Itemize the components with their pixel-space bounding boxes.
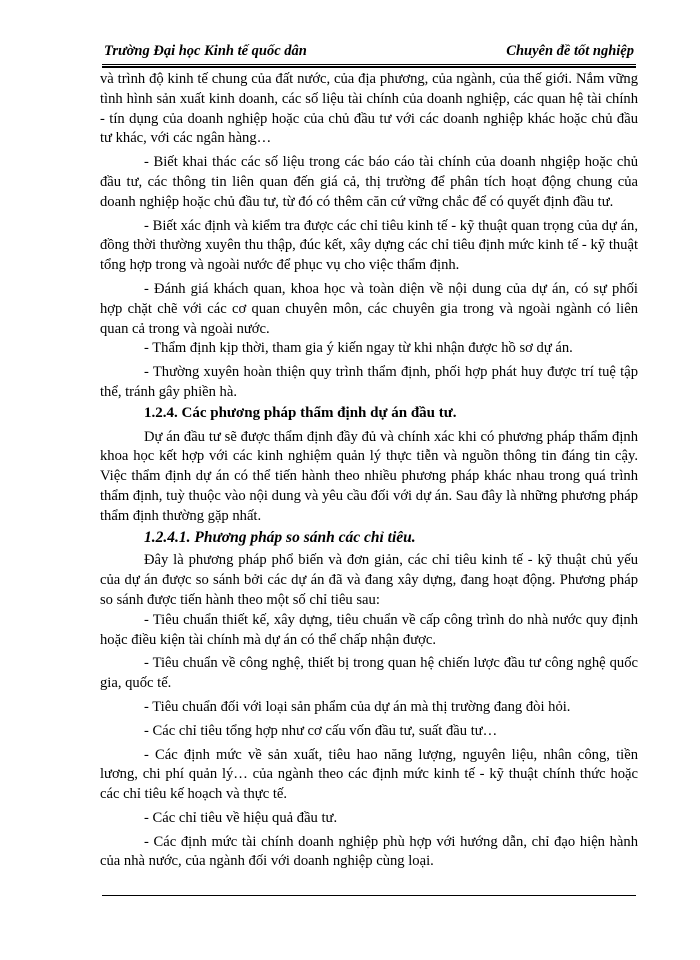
- list-item: - Tiêu chuẩn về công nghệ, thiết bị trong quan hệ chiến lược đầu tư công nghệ quốc gia, quốc tế.: [100, 655, 638, 692]
- paragraph: Đây là phương pháp phổ biến và đơn giản, các chỉ tiêu kinh tế - kỹ thuật chủ yếu của dự án được so sánh bởi các dự án đã và đang xây dựng, đang hoạt động. Phương pháp so sánh được tiến hành theo một số chỉ tiêu sau:: [100, 552, 638, 608]
- list-item: - Thẩm định kịp thời, tham gia ý kiến ngay từ khi nhận được hồ sơ dự án.: [144, 340, 573, 357]
- page-header: [102, 40, 636, 65]
- list-item: - Biết khai thác các số liệu trong các báo cáo tài chính của doanh nhgiệp hoặc chủ đầu tư, các thông tin liên quan đến giá cả, thị trường để phân tích hoạt động chung của doanh nghiệp hoặc chủ đầu tư, từ đó có thêm căn cứ vững chắc để có quyết định đầu tư.: [100, 154, 638, 210]
- list-item: - Tiêu chuẩn thiết kế, xây dựng, tiêu chuẩn về cấp công trình do nhà nước quy định hoặc điều kiện tài chính mà dự án có thể chấp nhận được.: [100, 611, 638, 648]
- list-item: - Các định mức tài chính doanh nghiệp phù hợp với hướng dẫn, chỉ đạo hiện hành của nhà nước, của ngành đối với doanh nghiệp cùng loại.: [100, 833, 638, 870]
- list-item: - Thường xuyên hoàn thiện quy trình thẩm định, phối hợp phát huy được trí tuệ tập thể, tránh gây phiền hà.: [100, 364, 638, 400]
- document-body: [100, 70, 638, 872]
- list-item: - Các định mức về sản xuất, tiêu hao năng lượng, nguyên liệu, nhân công, tiền lương, chi phí quản lý… của ngành theo các định mức kinh tế - kỹ thuật chính thức hoặc các chỉ tiêu kế hoạch và thực tế.: [100, 746, 638, 803]
- list-item: - Đánh giá khách quan, khoa học và toàn diện về nội dung của dự án, có sự phối hợp chặt chẽ với các cơ quan chuyên môn, các chuyên gia trong và ngoài ngành có liên quan cả trong và ngoài nước.: [100, 280, 638, 337]
- list-item: - Biết xác định và kiểm tra được các chỉ tiêu kinh tế - kỹ thuật quan trọng của dự án, đồng thời thường xuyên thu thập, đúc kết, xây dựng các chỉ tiêu định mức kinh tế - kỹ thuật tổng hợp trong và ngoài nước để phục vụ cho việc thẩm định.: [100, 217, 638, 274]
- subsection-heading: 1.2.4.1. Phương pháp so sánh các chỉ tiêu.: [144, 528, 416, 546]
- header-school-name: Trường Đại học Kinh tế quốc dân: [104, 43, 307, 59]
- list-item: - Tiêu chuẩn đối với loại sản phẩm của dự án mà thị trường đang đòi hỏi.: [144, 698, 571, 715]
- footer-divider: [102, 895, 636, 896]
- list-item: - Các chỉ tiêu tổng hợp như cơ cấu vốn đầu tư, suất đầu tư…: [144, 722, 498, 739]
- paragraph: và trình độ kinh tế chung của đất nước, của địa phương, của ngành, của thế giới. Nắm vững tình hình sản xuất kinh doanh, các số liệu tài chính của doanh nghiệp, các quan hệ tài chính - tín dụng của doanh nghiệp hoặc của chủ đầu tư với các doanh nghiệp khác hoặc chủ đầu tư khác, với các ngân hàng…: [100, 71, 638, 147]
- list-item: - Các chỉ tiêu về hiệu quả đầu tư.: [144, 809, 338, 826]
- section-heading: 1.2.4. Các phương pháp thẩm định dự án đầu tư.: [144, 404, 457, 421]
- header-document-type: Chuyên đề tốt nghiệp: [506, 43, 634, 59]
- paragraph: Dự án đầu tư sẽ được thẩm định đầy đủ và chính xác khi có phương pháp thẩm định khoa học kết hợp với các kinh nghiệm quản lý thực tiễn và nguồn thông tin đáng tin cậy. Việc thẩm định dự án có thể tiến hành theo nhiều phương pháp khác nhau trong quá trình thẩm định, tuỳ thuộc vào nội dung và yêu cầu đối với dự án. Sau đây là những phương pháp thẩm định thường gặp nhất.: [100, 428, 638, 524]
